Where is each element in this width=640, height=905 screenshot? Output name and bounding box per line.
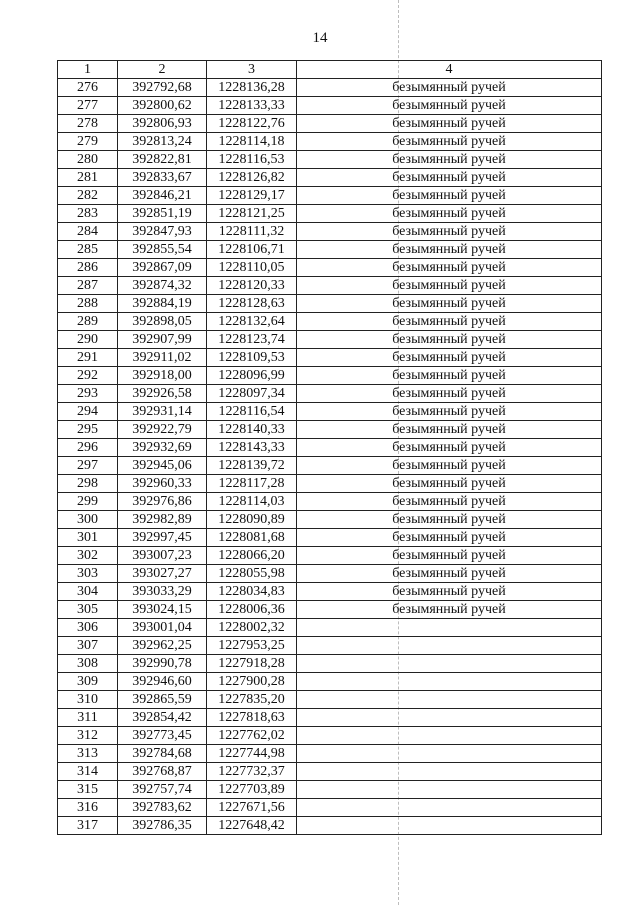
table-row [58,115,602,133]
table-row [58,637,602,655]
cell-description [297,655,602,673]
cell-number: 313 [58,745,118,763]
table-row [58,241,602,259]
table-row [58,817,602,835]
cell-x: 392990,78 [118,655,207,673]
cell-x: 392806,93 [118,115,207,133]
cell-y: 1228132,64 [207,313,297,331]
table-row [58,403,602,421]
table-header-row [58,61,602,79]
column-header-description: 4 [297,61,602,79]
cell-x: 392898,05 [118,313,207,331]
cell-x: 392865,59 [118,691,207,709]
cell-description [297,709,602,727]
cell-y: 1227703,89 [207,781,297,799]
table-row [58,493,602,511]
cell-x: 393024,15 [118,601,207,619]
cell-description: безымянный ручей [297,97,602,115]
cell-y: 1228055,98 [207,565,297,583]
cell-number: 283 [58,205,118,223]
cell-number: 316 [58,799,118,817]
cell-y: 1228066,20 [207,547,297,565]
cell-x: 392851,19 [118,205,207,223]
cell-x: 393007,23 [118,547,207,565]
cell-x: 392874,32 [118,277,207,295]
cell-number: 278 [58,115,118,133]
table-row [58,655,602,673]
cell-number: 289 [58,313,118,331]
cell-y: 1227762,02 [207,727,297,745]
cell-number: 290 [58,331,118,349]
cell-x: 392757,74 [118,781,207,799]
cell-description [297,745,602,763]
cell-number: 286 [58,259,118,277]
cell-number: 280 [58,151,118,169]
cell-description: безымянный ручей [297,205,602,223]
cell-y: 1228121,25 [207,205,297,223]
cell-x: 392784,68 [118,745,207,763]
cell-x: 392976,86 [118,493,207,511]
cell-x: 392800,62 [118,97,207,115]
cell-number: 297 [58,457,118,475]
cell-y: 1228128,63 [207,295,297,313]
cell-description [297,637,602,655]
cell-y: 1228143,33 [207,439,297,457]
cell-x: 392960,33 [118,475,207,493]
cell-x: 392932,69 [118,439,207,457]
cell-description: безымянный ручей [297,385,602,403]
cell-y: 1228090,89 [207,511,297,529]
cell-description: безымянный ручей [297,133,602,151]
cell-description: безымянный ручей [297,313,602,331]
cell-y: 1228110,05 [207,259,297,277]
cell-x: 392945,06 [118,457,207,475]
table-row [58,709,602,727]
table-row [58,511,602,529]
cell-description: безымянный ручей [297,583,602,601]
cell-x: 392918,00 [118,367,207,385]
table-row [58,133,602,151]
cell-description: безымянный ручей [297,241,602,259]
table-row [58,691,602,709]
cell-description: безымянный ручей [297,295,602,313]
cell-y: 1228120,33 [207,277,297,295]
table-row [58,475,602,493]
cell-description: безымянный ручей [297,565,602,583]
cell-x: 392884,19 [118,295,207,313]
table-row [58,97,602,115]
cell-y: 1227818,63 [207,709,297,727]
column-header-x: 2 [118,61,207,79]
cell-description: безымянный ручей [297,151,602,169]
table-row [58,169,602,187]
cell-number: 314 [58,763,118,781]
cell-y: 1228136,28 [207,79,297,97]
cell-description: безымянный ручей [297,277,602,295]
cell-description: безымянный ручей [297,331,602,349]
cell-number: 304 [58,583,118,601]
cell-number: 298 [58,475,118,493]
cell-description: безымянный ручей [297,223,602,241]
cell-y: 1228114,03 [207,493,297,511]
cell-description [297,763,602,781]
cell-y: 1228002,32 [207,619,297,637]
cell-y: 1228116,53 [207,151,297,169]
cell-x: 392855,54 [118,241,207,259]
cell-y: 1227744,98 [207,745,297,763]
table-row [58,457,602,475]
cell-number: 285 [58,241,118,259]
cell-y: 1228106,71 [207,241,297,259]
table-row [58,331,602,349]
cell-y: 1228117,28 [207,475,297,493]
table-body [58,79,602,835]
cell-number: 312 [58,727,118,745]
cell-description: безымянный ручей [297,511,602,529]
table-row [58,295,602,313]
cell-description: безымянный ручей [297,421,602,439]
cell-number: 302 [58,547,118,565]
table-row [58,763,602,781]
cell-y: 1228006,36 [207,601,297,619]
cell-y: 1228140,33 [207,421,297,439]
cell-number: 315 [58,781,118,799]
table-row [58,439,602,457]
cell-y: 1228139,72 [207,457,297,475]
cell-x: 392867,09 [118,259,207,277]
cell-number: 281 [58,169,118,187]
cell-x: 392813,24 [118,133,207,151]
table-row [58,349,602,367]
cell-number: 306 [58,619,118,637]
cell-y: 1228133,33 [207,97,297,115]
cell-y: 1228111,32 [207,223,297,241]
table-row [58,151,602,169]
coordinates-table [57,60,602,835]
table-row [58,565,602,583]
cell-y: 1227671,56 [207,799,297,817]
table-row [58,313,602,331]
cell-description: безымянный ручей [297,187,602,205]
table-row [58,781,602,799]
cell-number: 308 [58,655,118,673]
column-header-y: 3 [207,61,297,79]
cell-number: 317 [58,817,118,835]
cell-y: 1227732,37 [207,763,297,781]
cell-x: 392792,68 [118,79,207,97]
cell-y: 1228034,83 [207,583,297,601]
table-row [58,583,602,601]
column-header-number: 1 [58,61,118,79]
cell-y: 1228109,53 [207,349,297,367]
cell-x: 392846,21 [118,187,207,205]
table-row [58,187,602,205]
cell-description: безымянный ручей [297,601,602,619]
table-row [58,277,602,295]
cell-description [297,619,602,637]
cell-x: 392962,25 [118,637,207,655]
cell-description [297,727,602,745]
cell-description: безымянный ручей [297,439,602,457]
cell-description: безымянный ручей [297,403,602,421]
cell-number: 295 [58,421,118,439]
table-row [58,547,602,565]
cell-x: 392854,42 [118,709,207,727]
table-row [58,367,602,385]
cell-x: 393001,04 [118,619,207,637]
cell-description [297,817,602,835]
cell-y: 1228123,74 [207,331,297,349]
cell-number: 303 [58,565,118,583]
table-row [58,79,602,97]
cell-description [297,799,602,817]
cell-description [297,691,602,709]
cell-number: 310 [58,691,118,709]
cell-y: 1228116,54 [207,403,297,421]
cell-number: 291 [58,349,118,367]
table-row [58,673,602,691]
cell-description: безымянный ручей [297,115,602,133]
cell-y: 1227835,20 [207,691,297,709]
cell-y: 1227918,28 [207,655,297,673]
cell-number: 309 [58,673,118,691]
table-row [58,259,602,277]
cell-y: 1228129,17 [207,187,297,205]
cell-y: 1228122,76 [207,115,297,133]
cell-description [297,781,602,799]
cell-number: 311 [58,709,118,727]
table-row [58,223,602,241]
cell-x: 393033,29 [118,583,207,601]
table-row [58,205,602,223]
cell-x: 392783,62 [118,799,207,817]
table-row [58,601,602,619]
cell-x: 392768,87 [118,763,207,781]
table-row [58,421,602,439]
table-row [58,529,602,547]
table-row [58,727,602,745]
cell-y: 1227900,28 [207,673,297,691]
cell-number: 300 [58,511,118,529]
cell-number: 296 [58,439,118,457]
cell-number: 293 [58,385,118,403]
cell-number: 277 [58,97,118,115]
cell-description: безымянный ручей [297,475,602,493]
cell-description [297,673,602,691]
cell-description: безымянный ручей [297,457,602,475]
cell-number: 287 [58,277,118,295]
cell-number: 282 [58,187,118,205]
cell-number: 288 [58,295,118,313]
cell-x: 392822,81 [118,151,207,169]
cell-x: 392946,60 [118,673,207,691]
table-row [58,799,602,817]
cell-description: безымянный ручей [297,349,602,367]
cell-x: 392833,67 [118,169,207,187]
cell-number: 284 [58,223,118,241]
cell-x: 392773,45 [118,727,207,745]
cell-x: 392922,79 [118,421,207,439]
cell-y: 1228114,18 [207,133,297,151]
cell-number: 301 [58,529,118,547]
cell-number: 299 [58,493,118,511]
cell-number: 276 [58,79,118,97]
cell-x: 392786,35 [118,817,207,835]
page-number: 14 [312,30,328,46]
cell-number: 279 [58,133,118,151]
cell-y: 1228081,68 [207,529,297,547]
table-row [58,745,602,763]
cell-description: безымянный ручей [297,169,602,187]
cell-description: безымянный ручей [297,493,602,511]
cell-description: безымянный ручей [297,367,602,385]
cell-y: 1227953,25 [207,637,297,655]
cell-y: 1227648,42 [207,817,297,835]
cell-y: 1228096,99 [207,367,297,385]
cell-x: 392931,14 [118,403,207,421]
cell-number: 294 [58,403,118,421]
cell-x: 393027,27 [118,565,207,583]
cell-description: безымянный ручей [297,547,602,565]
cell-description: безымянный ручей [297,259,602,277]
cell-x: 392907,99 [118,331,207,349]
cell-description: безымянный ручей [297,529,602,547]
cell-x: 392847,93 [118,223,207,241]
table-row [58,385,602,403]
cell-y: 1228097,34 [207,385,297,403]
cell-x: 392911,02 [118,349,207,367]
cell-number: 292 [58,367,118,385]
cell-x: 392926,58 [118,385,207,403]
cell-y: 1228126,82 [207,169,297,187]
cell-description: безымянный ручей [297,79,602,97]
cell-number: 305 [58,601,118,619]
cell-x: 392982,89 [118,511,207,529]
table-row [58,619,602,637]
cell-number: 307 [58,637,118,655]
cell-x: 392997,45 [118,529,207,547]
